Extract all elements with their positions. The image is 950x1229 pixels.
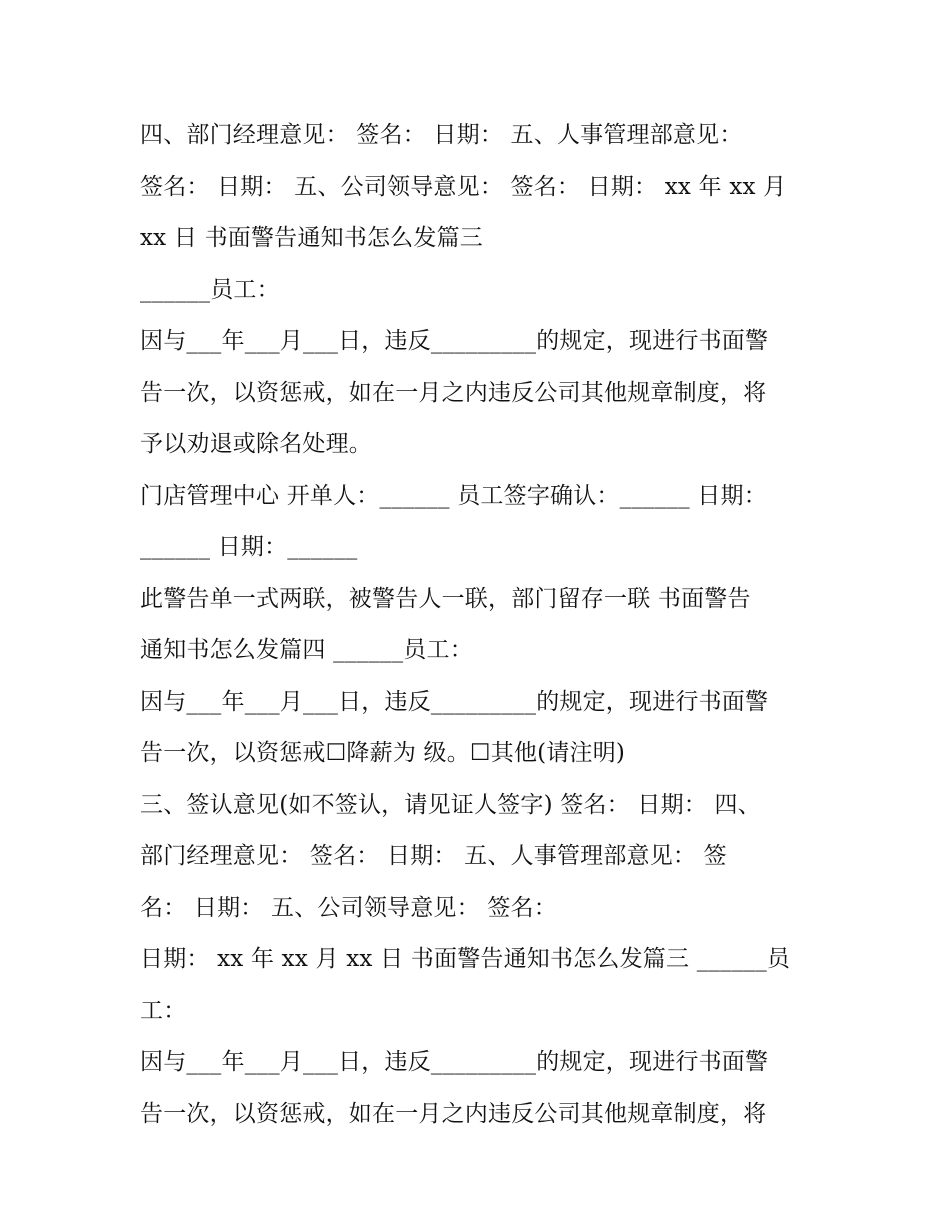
text-line: 三、签认意见(如不签认，请见证人签字) 签名： 日期： 四、 bbox=[140, 791, 761, 818]
text-line: 因与___年___月___日，违反_________的规定，现进行书面警 bbox=[140, 688, 769, 715]
text-line: xx 日 书面警告通知书怎么发篇三 bbox=[140, 225, 483, 251]
text-line: 签名： 日期： 五、公司领导意见： 签名： 日期： xx 年 xx 月 bbox=[140, 173, 787, 200]
document-body bbox=[140, 110, 830, 1140]
text-line: 因与___年___月___日，违反_________的规定，现进行书面警 bbox=[140, 328, 769, 354]
text-line: 名： 日期： 五、公司领导意见： 签名： bbox=[140, 894, 557, 921]
text-line: ______员工： bbox=[140, 276, 280, 303]
text-line: 部门经理意见： 签名： 日期： 五、人事管理部意见： 签 bbox=[140, 843, 727, 869]
text-line: 门店管理中心 开单人：______ 员工签字确认：______ 日期： bbox=[140, 482, 767, 509]
text-line: 日期： xx 年 xx 月 xx 日 书面警告通知书怎么发篇三 ______员 bbox=[140, 946, 791, 972]
text-line: 告一次，以资惩戒，如在一月之内违反公司其他规章制度，将 bbox=[140, 1100, 767, 1127]
text-line: ______ 日期：______ bbox=[140, 534, 358, 560]
text-line: 予以劝退或除名处理。 bbox=[140, 431, 372, 457]
text-line: 此警告单一式两联，被警告人一联，部门留存一联 书面警告 bbox=[140, 585, 751, 612]
text-line: 告一次，以资惩戒☐降薪为 级。☐其他(请注明) bbox=[140, 740, 626, 766]
text-line: 通知书怎么发篇四 ______员工： bbox=[140, 637, 473, 663]
text-line: 四、部门经理意见： 签名： 日期： 五、人事管理部意见： bbox=[140, 122, 743, 148]
text-line: 工： bbox=[140, 997, 187, 1024]
text-line: 因与___年___月___日，违反_________的规定，现进行书面警 bbox=[140, 1049, 769, 1075]
text-line: 告一次，以资惩戒，如在一月之内违反公司其他规章制度，将 bbox=[140, 379, 767, 406]
